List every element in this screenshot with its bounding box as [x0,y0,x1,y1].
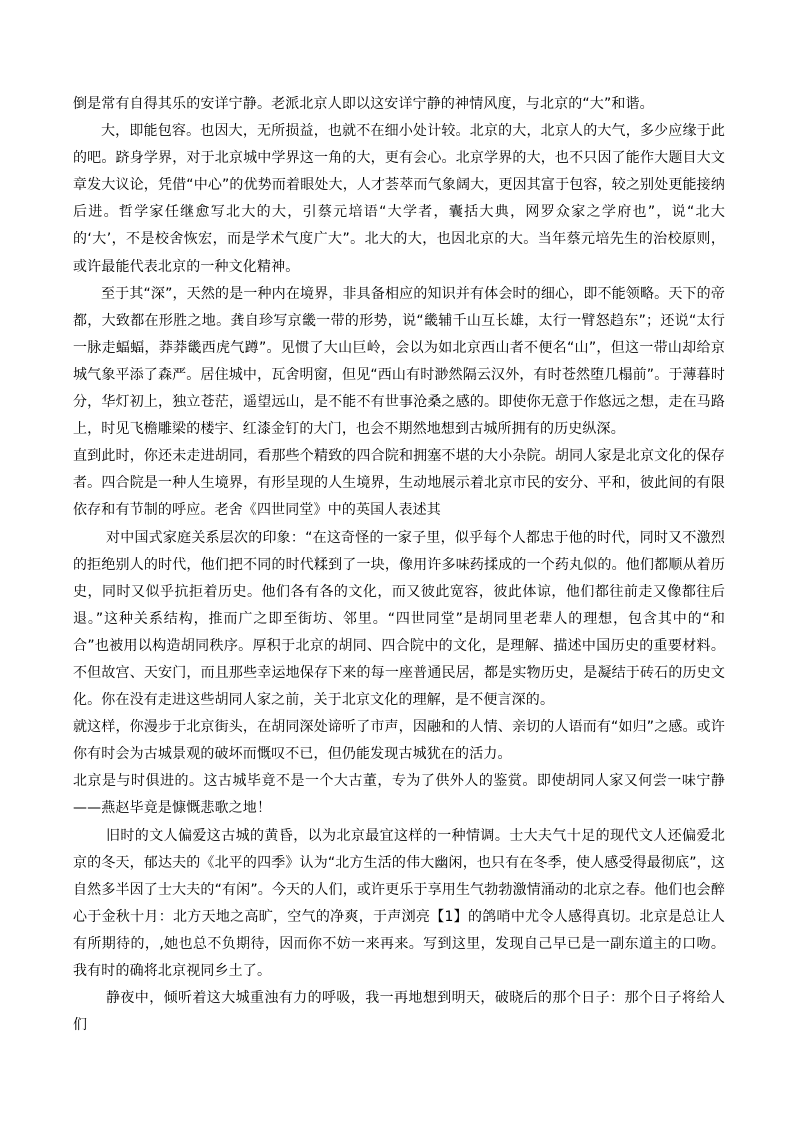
paragraph: 就这样，你漫步于北京街头，在胡同深处谛听了市声，因融和的人情、亲切的人语而有“如归”之感。或许你有时会为古城景观的破坏而慨叹不已，但仍能发现古城犹在的活力。 [73,719,725,763]
paragraph: 大，即能包容。也因大，无所损益，也就不在细小处计较。北京的大，北京人的大气，多少应缘于此的吧。跻身学界，对于北京城中学界这一角的大，更有会心。北京学界的大，也不只因了能作大题目大文章发大议论，凭借“中心”的优势而着眼处大，人才荟萃而气象阔大，更因其富于包容，较之别处更能接纳后进。哲学家任继愈写北大的大，引蔡元培语“大学者，囊括大典，网罗众家之学府也”，说“北大的‘大’，不是校舍恢宏，而是学术气度广大”。北大的大，也因北京的大。当年蔡元培先生的治校原则，或许最能代表北京的一种文化精神。 [73,123,725,275]
paragraph: 北京是与时俱进的。这古城毕竟不是一个大古董，专为了供外人的鉴赏。即使胡同人家又何尝一味宁静——燕赵毕竟是慷慨悲歌之地！ [73,773,725,817]
paragraph: 倒是常有自得其乐的安详宁静。老派北京人即以这安详宁静的神情风度，与北京的“大”和谐。 [73,96,654,112]
paragraph: 静夜中，倾听着这大城重浊有力的呼吸，我一再地想到明天，破晓后的那个日子：那个日子将给人们 [73,990,725,1034]
paragraph: 对中国式家庭关系层次的印象：“在这奇怪的一家子里，似乎每个人都忠于他的时代，同时又不激烈的拒绝别人的时代，他们把不同的时代糅到了一块，像用许多味药揉成的一个药丸似的。他们都顺从着历史，同时又似乎抗拒着历史。他们各有各的文化，而又彼此宽容，彼此体谅，他们都往前走又像都往后退。”这种关系结构，推而广之即至街坊、邻里。“四世同堂”是胡同里老辈人的理想，包含其中的“和合”也被用以构造胡同秩序。厚积于北京的胡同、四合院中的文化，是理解、描述中国历史的重要材料。不但故宫、天安门，而且那些幸运地保存下来的每一座普通民居，都是实物历史，是凝结于砖石的历史文化。你在没有走进这些胡同人家之前，关于北京文化的理解，是不便言深的。 [73,529,725,709]
paragraph: 至于其“深”，天然的是一种内在境界，非具备相应的知识并有体会时的细心，即不能领略。天下的帝都，大致都在形胜之地。龚自珍写京畿一带的形势，说“畿辅千山互长雄，太行一臂怒趋东”；还说“太行一脉走蝠蝠，莽莽畿西虎气蹲”。见惯了大山巨岭，会以为如北京西山者不便名“山”，但这一带山却给京城气象平添了森严。居住城中，瓦舍明窗，但见“西山有时渺然隔云汉外，有时苍然堕几榻前”。于薄暮时分，华灯初上，独立苍茫，遥望远山，是不能不有世事沧桑之感的。即使你无意于作悠远之想，走在马路上，时见飞檐雕梁的楼宇、红漆金钉的大门，也会不期然地想到古城所拥有的历史纵深。 [73,285,725,438]
paragraph: 直到此时，你还未走进胡同，看那些个精致的四合院和拥塞不堪的大小杂院。胡同人家是北京文化的保存者。四合院是一种人生境界，有形呈现的人生境界，生动地展示着北京市民的安分、平和，彼此间的有限依存和有节制的呼应。老舍《四世同堂》中的英国人表述其 [73,448,725,519]
paragraph: 旧时的文人偏爱这古城的黄昏，以为北京最宜这样的一种情调。士大夫气十足的现代文人还偏爱北京的冬天，郁达夫的《北平的四季》认为“北方生活的伟大幽闲，也只有在冬季，使人感受得最彻底”，这自然多半因了士大夫的“有闲”。今天的人们，或许更乐于享用生气勃勃激情涌动的北京之春。他们也会醉心于金秋十月：北方天地之高旷，空气的净爽，于声浏亮【1】的鸽哨中尤令人感得真切。北京是总让人有所期待的，,她也总不负期待，因而你不妨一来再来。写到这里，发现自己早已是一副东道主的口吻。我有时的确将北京视同乡土了。 [73,827,725,979]
document-page [73,91,725,1039]
